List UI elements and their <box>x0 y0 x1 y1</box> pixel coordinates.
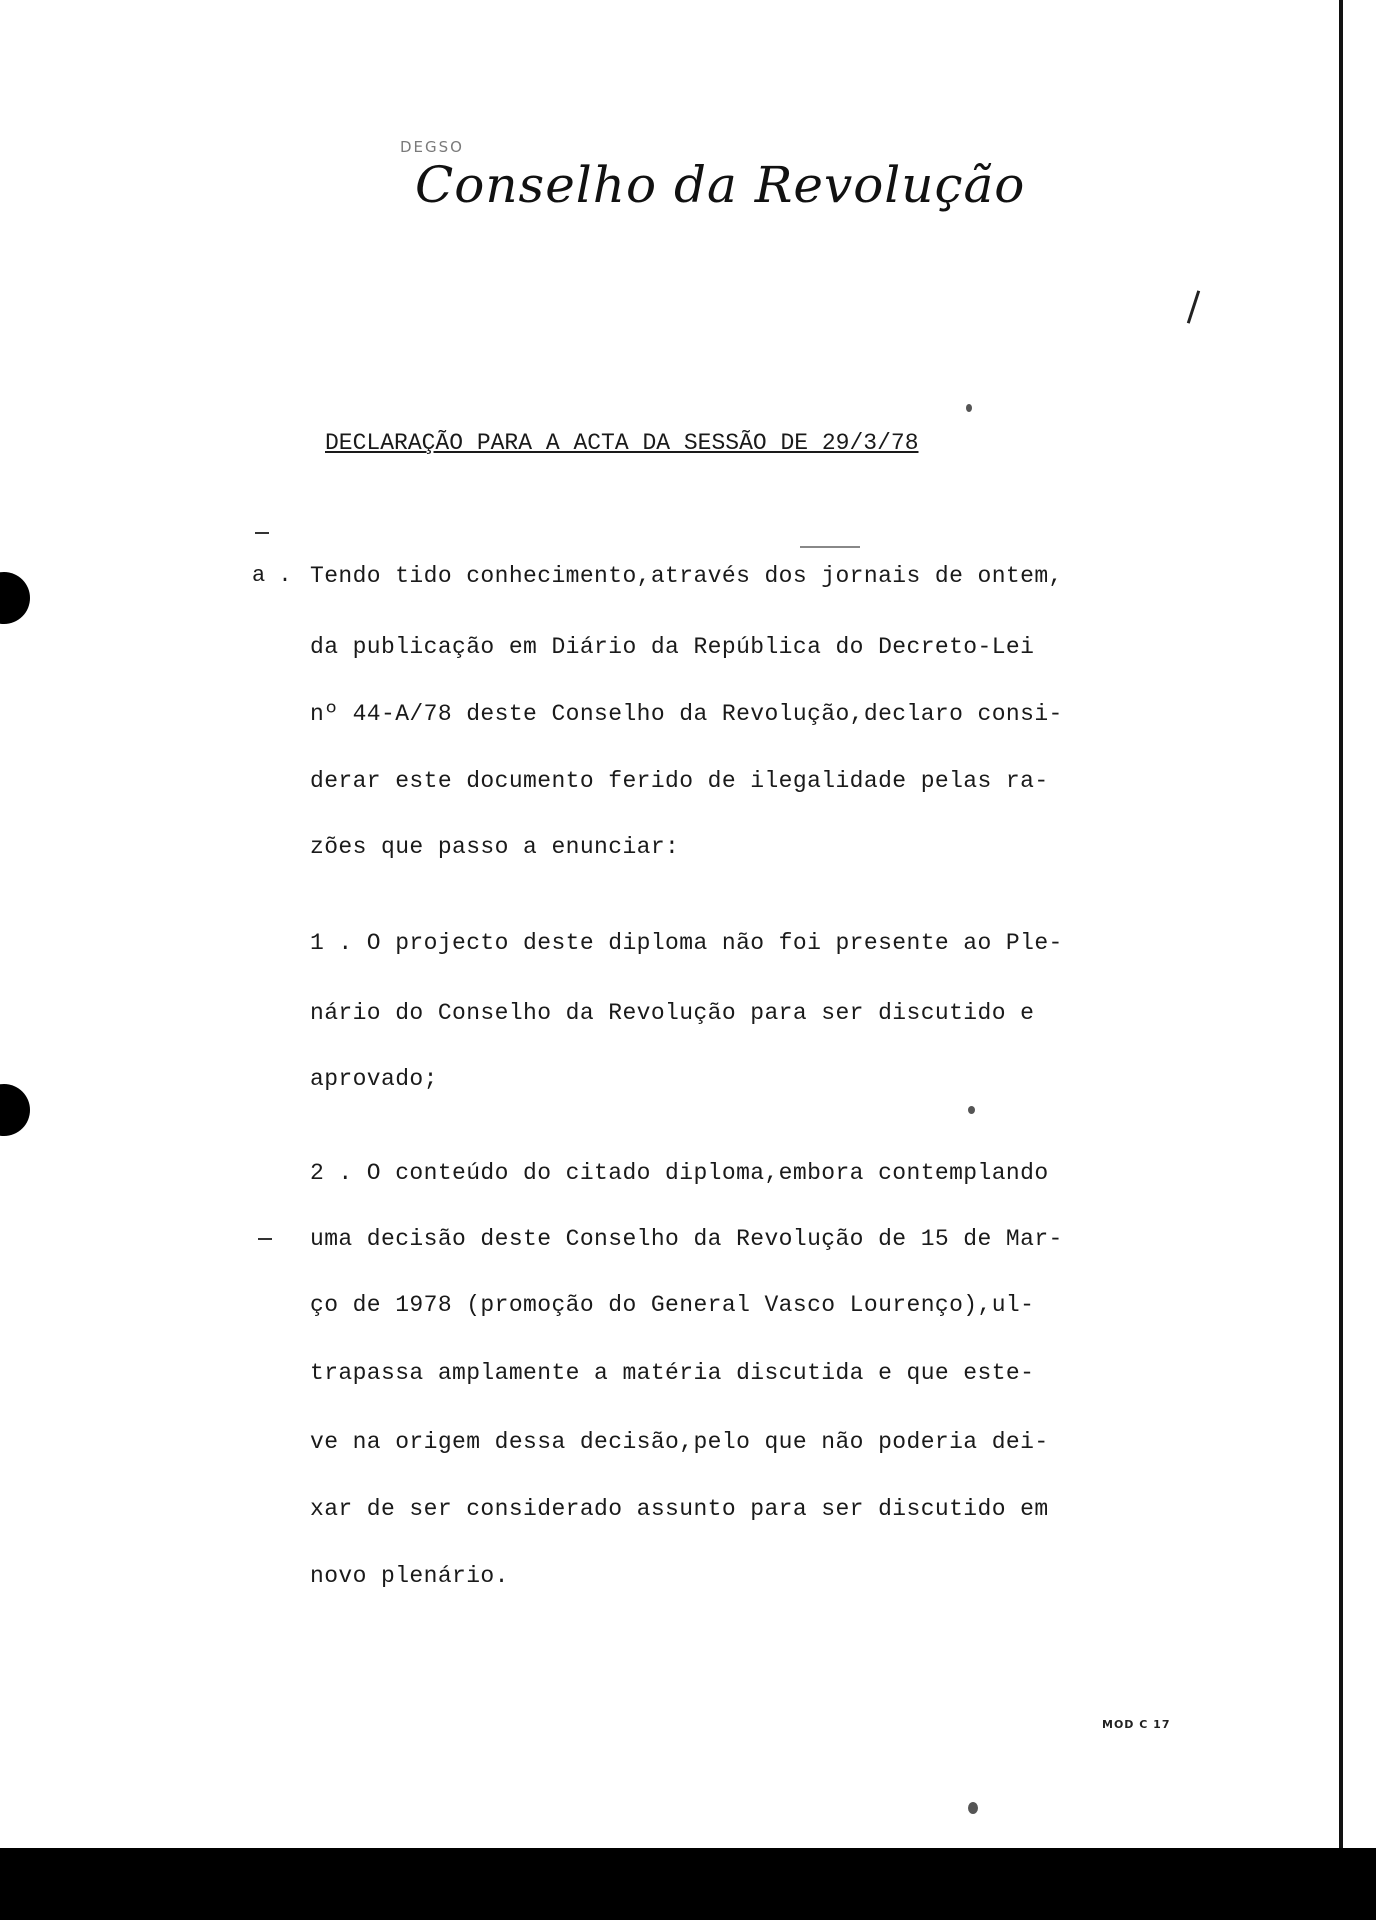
letterhead-name: Conselho da Revolução <box>415 156 1026 214</box>
scan-smudge <box>800 546 860 548</box>
page-title: DECLARAÇÃO PARA A ACTA DA SESSÃO DE 29/3/78 <box>325 430 919 456</box>
point-2-line: ço de 1978 (promoção do General Vasco Lourenço),ul- <box>310 1292 1035 1318</box>
form-code: MOD C 17 <box>1102 1718 1171 1731</box>
point-1-line: nário do Conselho da Revolução para ser discutido e <box>310 1000 1035 1026</box>
paragraph-a-line: da publicação em Diário da República do Decreto-Lei <box>310 634 1035 660</box>
point-2-line: ve na origem dessa decisão,pelo que não poderia dei- <box>310 1429 1049 1455</box>
point-1-line: aprovado; <box>310 1066 438 1092</box>
point-2-line: 2 . O conteúdo do citado diploma,embora contemplando <box>310 1160 1049 1186</box>
point-1-line: 1 . O projecto deste diploma não foi presente ao Ple- <box>310 930 1063 956</box>
margin-dash <box>258 1238 272 1240</box>
point-2-line: trapassa amplamente a matéria discutida e que este- <box>310 1360 1035 1386</box>
scan-speck <box>968 1802 978 1814</box>
paragraph-a-line: Tendo tido conhecimento,através dos jornais de ontem, <box>310 563 1063 589</box>
pen-mark <box>1187 290 1200 323</box>
punch-hole-bottom <box>0 1084 30 1136</box>
paragraph-a-line: derar este documento ferido de ilegalidade pelas ra- <box>310 768 1049 794</box>
point-2-line: uma decisão deste Conselho da Revolução de 15 de Mar- <box>310 1226 1063 1252</box>
letterhead-small-text: DEGSO <box>400 138 464 156</box>
paragraph-marker: a . <box>252 563 292 588</box>
point-2-line: xar de ser considerado assunto para ser discutido em <box>310 1496 1049 1522</box>
scan-speck <box>966 404 972 412</box>
scan-right-edge <box>1339 0 1343 1920</box>
point-2-line: novo plenário. <box>310 1563 509 1589</box>
paragraph-a-line: zões que passo a enunciar: <box>310 834 680 860</box>
scan-speck <box>968 1106 975 1114</box>
paragraph-a-line: nº 44-A/78 deste Conselho da Revolução,declaro consi- <box>310 701 1063 727</box>
punch-hole-top <box>0 572 30 624</box>
margin-dash <box>255 532 269 534</box>
scan-bottom-band <box>0 1848 1376 1920</box>
